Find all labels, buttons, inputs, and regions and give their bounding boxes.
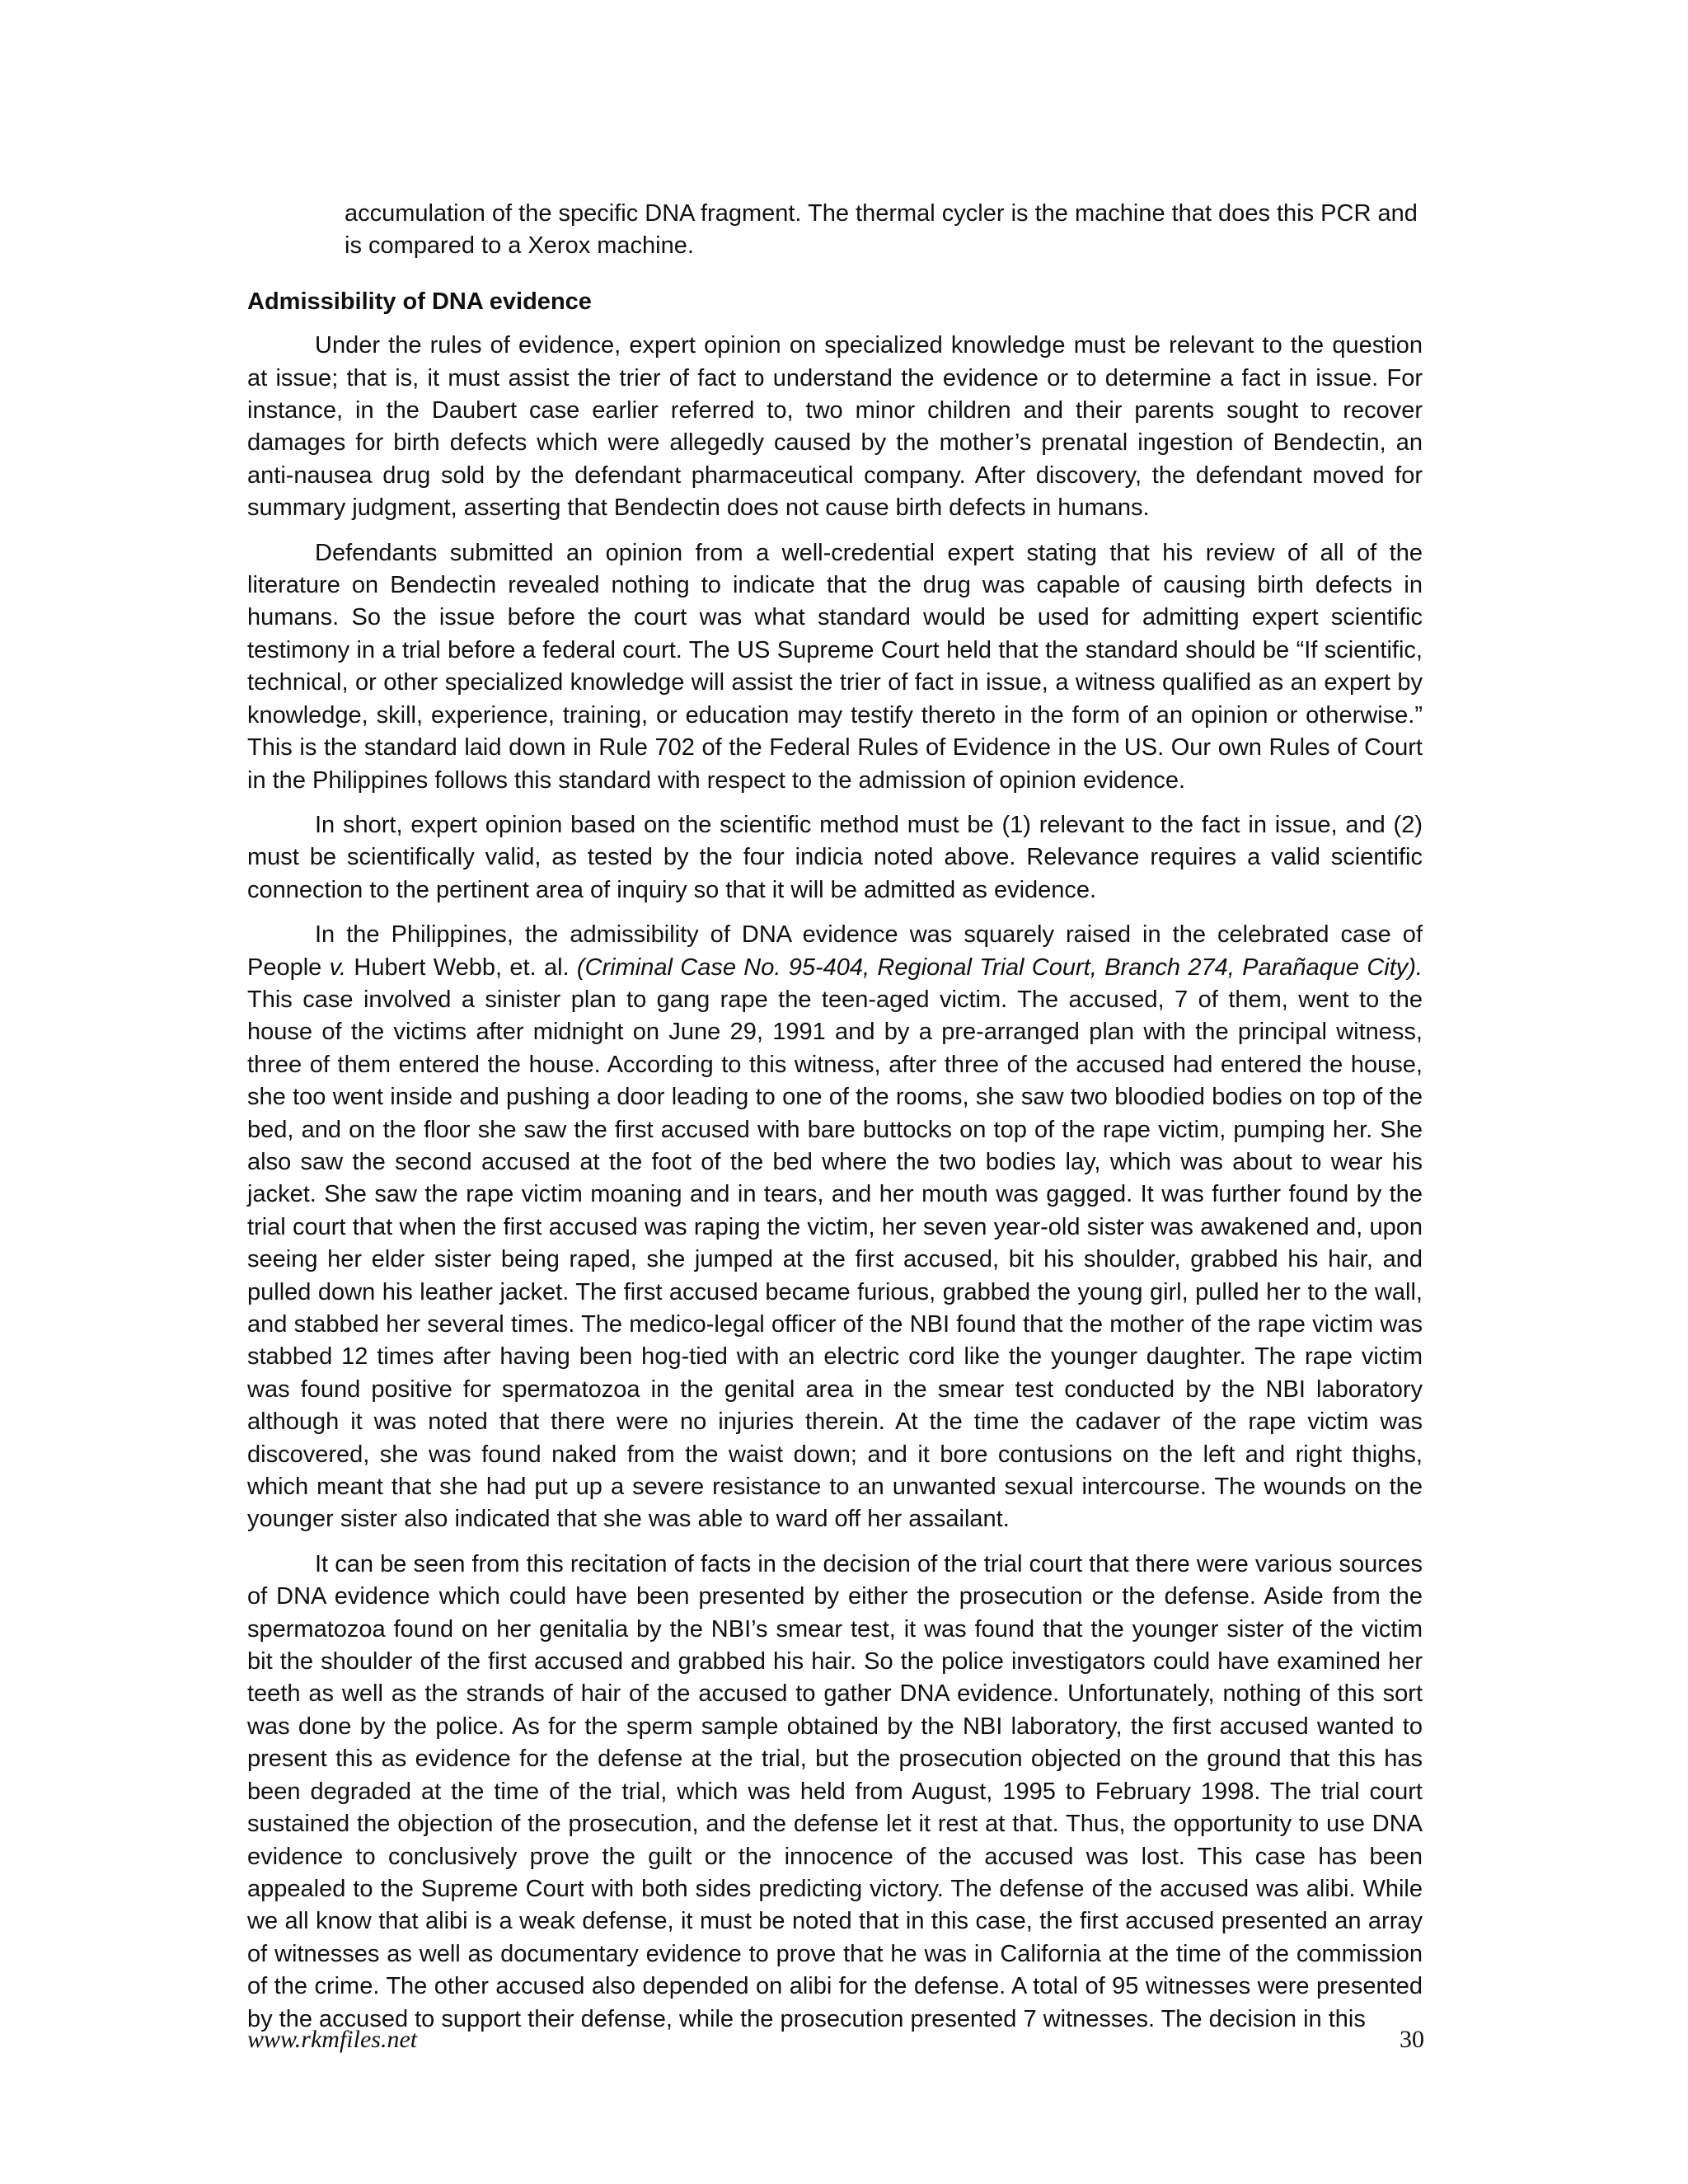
paragraph-3: In short, expert opinion based on the scientific method must be (1) relevant to the fact in issue, and (2) must be scientifically valid, as tested by the four indicia noted above. Relevance requires a valid scientific connection to the pertinent area of inquiry so that it will be admitted as evidence. [247, 811, 1423, 903]
case-citation: (Criminal Case No. 95-404, Regional Trial Court, Branch 274, Parañaque City). [576, 954, 1423, 981]
page-body [247, 198, 1423, 2048]
page-number: 30 [1400, 2026, 1424, 2053]
paragraph-4-text-c: This case involved a sinister plan to gang rape the teen-aged victim. The accused, 7 of them, went to the house of the victims after midnight on June 29, 1991 and by a pre-arranged plan with the principal witness, three of them entered the house. According to this witness, after three of the accused had entered the house, she too went inside and pushing a door leading to one of the rooms, she saw two bloodied bodies on top of the bed, and on the floor she saw the first accused with bare buttocks on top of the rape victim, pumping her. She also saw the second accused at the foot of the bed where the two bodies lay, which was about to wear his jacket. She saw the rape victim moaning and in tears, and her mouth was gagged. It was further found by the trial court that when the first accused was raping the victim, her seven year-old sister was awakened and, upon seeing her elder sister being raped, she jumped at the first accused, bit his shoulder, grabbed his hair, and pulled down his leather jacket. The first accused became furious, grabbed the young girl, pulled her to the wall, and stabbed her several times. The medico-legal officer of the NBI found that the mother of the rape victim was stabbed 12 times after having been hog-tied with an electric cord like the younger daughter. The rape victim was found positive for spermatozoa in the genital area in the smear test conducted by the NBI laboratory although it was noted that there were no injuries therein. At the time the cadaver of the rape victim was discovered, she was found naked from the waist down; and it bore contusions on the left and right thighs, which meant that she had put up a severe resistance to an unwanted sexual intercourse. The wounds on the younger sister also indicated that she was able to ward off her assailant. [247, 986, 1423, 1533]
footer-website: www.rkmfiles.net [247, 2026, 418, 2053]
section-heading: Admissibility of DNA evidence [247, 288, 592, 315]
intro-block: accumulation of the specific DNA fragment. The thermal cycler is the machine that does this PCR and is compared to a Xerox machine. [345, 200, 1418, 260]
paragraph-4-versus: v. [329, 954, 347, 981]
paragraph-5: It can be seen from this recitation of facts in the decision of the trial court that there were various sources of DNA evidence which could have been presented by either the prosecution or the defense. Aside from the spermatozoa found on her genitalia by the NBI’s smear test, it was found that the younger sister of the victim bit the shoulder of the first accused and grabbed his hair. So the police investigators could have examined her teeth as well as the strands of hair of the accused to gather DNA evidence. Unfortunately, nothing of this sort was done by the police. As for the sperm sample obtained by the NBI laboratory, the first accused wanted to present this as evidence for the defense at the trial, but the prosecution objected on the ground that this has been degraded at the time of the trial, which was held from August, 1995 to February 1998. The trial court sustained the objection of the prosecution, and the defense let it rest at that. Thus, the opportunity to use DNA evidence to conclusively prove the guilt or the innocence of the accused was lost. This case has been appealed to the Supreme Court with both sides predicting victory. The defense of the accused was alibi. While we all know that alibi is a weak defense, it must be noted that in this case, the first accused presented an array of witnesses as well as documentary evidence to prove that he was in California at the time of the commission of the crime. The other accused also depended on alibi for the defense. A total of 95 witnesses were presented by the accused to support their defense, while the prosecution presented 7 witnesses. The decision in this [247, 1550, 1423, 2032]
paragraph-4-text-b: Hubert Webb, et. al. [346, 954, 577, 981]
paragraph-1: Under the rules of evidence, expert opinion on specialized knowledge must be relevant to the question at issue; that is, it must assist the trier of fact to understand the evidence or to determine a fact in issue. For instance, in the Daubert case earlier referred to, two minor children and their parents sought to recover damages for birth defects which were allegedly caused by the mother’s prenatal ingestion of Bendectin, an anti-nausea drug sold by the defendant pharmaceutical company. After discovery, the defendant moved for summary judgment, asserting that Bendectin does not cause birth defects in humans. [247, 332, 1423, 522]
paragraph-4 [247, 919, 1423, 1536]
paragraph-4-text-a: In the Philippines, the admissibility of DNA evidence was squarely raised in the celebrated case of People [247, 921, 1423, 981]
paragraph-2: Defendants submitted an opinion from a well-credential expert stating that his review of all of the literature on Bendectin revealed nothing to indicate that the drug was capable of causing birth defects in humans. So the issue before the court was what standard would be used for admitting expert scientific testimony in a trial before a federal court. The US Supreme Court held that the standard should be “If scientific, technical, or other specialized knowledge will assist the trier of fact in issue, a witness qualified as an expert by knowledge, skill, experience, training, or education may testify thereto in the form of an opinion or otherwise.” This is the standard laid down in Rule 702 of the Federal Rules of Evidence in the US. Our own Rules of Court in the Philippines follows this standard with respect to the admission of opinion evidence. [247, 539, 1423, 794]
